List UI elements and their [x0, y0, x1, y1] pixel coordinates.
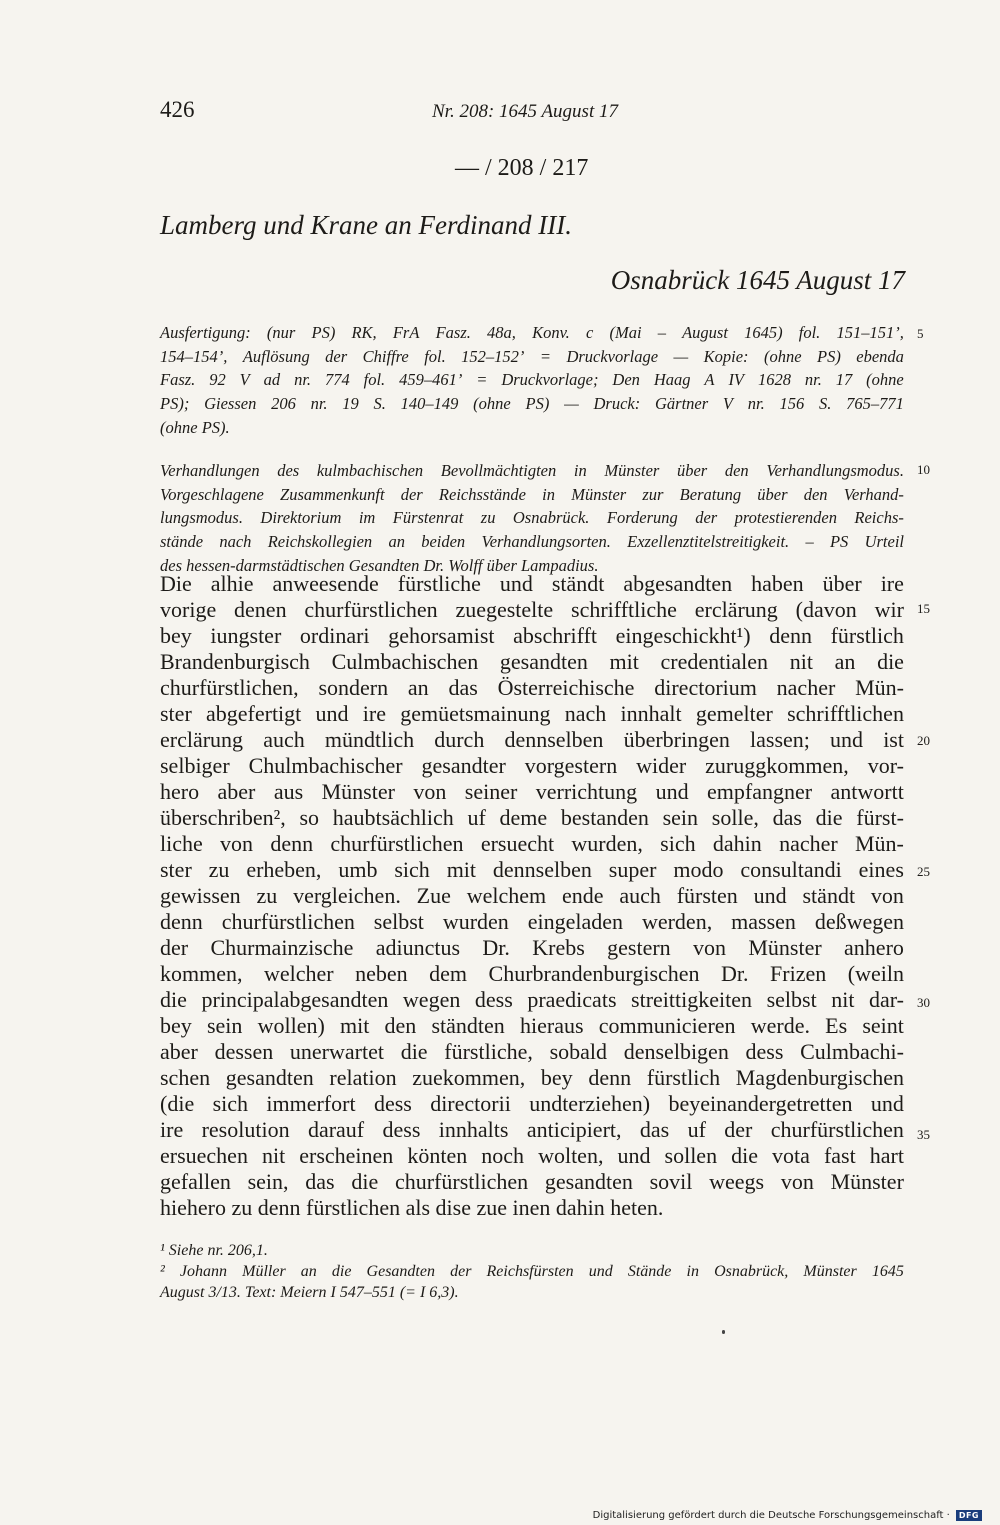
ink-speck — [722, 1330, 725, 1334]
digitization-footer — [593, 1509, 982, 1521]
body-line: bey sein wollen) mit den ständten hieraus communicieren werde. Es seint — [160, 1013, 904, 1038]
body-line: gefallen sein, das die churfürstlichen gesandten sovil weegs von Münster — [160, 1169, 904, 1194]
body-line: vorige denen churfürstlichen zuegestelte schrifftliche erclärung (davon wir — [160, 597, 904, 622]
body-line: ersuechen nit erscheinen könten noch wolten, und sollen die vota fast hart — [160, 1143, 904, 1168]
body-line: (die sich immerfort dess directorii undterziehen) beyeinandergetretten und — [160, 1091, 904, 1116]
body-line: selbiger Chulmbachischer gesandter vorgestern wider zuruggkommen, vor- — [160, 753, 904, 778]
body-line: ster zu erheben, umb sich mit dennselben super modo consultandi eines — [160, 857, 904, 882]
document-heading: Lamberg und Krane an Ferdinand III. — [160, 210, 572, 240]
line-number: 5 — [917, 326, 924, 341]
line-number: 15 — [917, 601, 930, 616]
body-line: churfürstlichen, sondern an das Österreichische directorium nacher Mün- — [160, 675, 904, 700]
line-number: 20 — [917, 733, 930, 748]
body-line: kommen, welcher neben dem Churbrandenburgischen Dr. Frizen (weiln — [160, 961, 904, 986]
line-number: 10 — [917, 462, 930, 477]
body-line: denn churfürstlichen selbst wurden eingeladen werden, massen deßwegen — [160, 909, 904, 934]
footnote-line: ² Johann Müller an die Gesandten der Reichsfürsten und Stände in Osnabrück, Münster 1645 — [160, 1263, 904, 1280]
line-number: 30 — [917, 995, 930, 1010]
place-date: Osnabrück 1645 August 17 — [610, 265, 905, 295]
body-line: gewissen zu vergleichen. Zue welchem ende auch fürsten und ständt von — [160, 883, 904, 908]
dfg-logo: DFG — [956, 1510, 982, 1521]
summary-line: stände nach Reichskollegien an beiden Verhandlungsorten. Exzellenztitelstreitigkeit. – PS Urteil — [160, 532, 904, 552]
body-text — [160, 571, 904, 1221]
line-number: 25 — [917, 864, 930, 879]
summary-line: Vorgeschlagene Zusammenkunft der Reichsstände in Münster zur Beratung über den Verhand- — [160, 484, 904, 504]
summary-line: lungsmodus. Direktorium im Fürstenrat zu Osnabrück. Forderung der protestierenden Reichs- — [160, 508, 904, 528]
source-note — [160, 321, 904, 439]
body-line: liche von denn churfürstlichen ersuecht wurden, sich dahin nacher Mün- — [160, 831, 904, 856]
body-line: ster abgefertigt und ire gemüetsmainung nach innhalt gemelter schrifftlichen — [160, 701, 904, 726]
footnote-line: August 3/13. Text: Meiern I 547–551 (= I 6,3). — [160, 1284, 459, 1301]
body-line: die principalabgesandten wegen dess praedicats streittigkeiten selbst nit dar- — [160, 987, 904, 1012]
summary-line: Verhandlungen des kulmbachischen Bevollmächtigten in Münster über den Verhandlungsmodus. — [160, 461, 904, 480]
body-line: ire resolution darauf dess innhalts anticipiert, das uf der churfürstlichen — [160, 1117, 904, 1142]
summary-line: des hessen-darmstädtischen Gesandten Dr. Wolff über Lampadius. — [160, 555, 599, 575]
body-line: der Churmainzische adiunctus Dr. Krebs gestern von Münster anhero — [160, 935, 904, 960]
body-line: hiehero zu denn fürstlichen als dise zue inen dahin heten. — [160, 1195, 664, 1220]
document-number: — / 208 / 217 — [455, 155, 589, 181]
source-line: PS); Giessen 206 nr. 19 S. 140–149 (ohne PS) — Druck: Gärtner V nr. 156 S. 765–771 — [160, 394, 904, 414]
source-line: 154–154’, Auflösung der Chiffre fol. 152–152’ = Druckvorlage — Kopie: (ohne PS) ebenda — [160, 346, 904, 366]
body-line: überschriben², so haubtsächlich uf deme bestanden sein solle, das die fürst- — [160, 805, 904, 830]
running-title: Nr. 208: 1645 August 17 — [432, 101, 618, 122]
body-line: schen gesandten relation zuekommen, bey denn fürstlich Magdenburgischen — [160, 1065, 904, 1090]
source-line: (ohne PS). — [160, 417, 230, 437]
line-number: 35 — [917, 1127, 930, 1142]
body-line: hero aber aus Münster von seiner verrichtung und empfangner antwortt — [160, 779, 904, 804]
body-line: aber dessen unerwartet die fürstliche, sobald denselbigen dess Culmbachi- — [160, 1039, 904, 1064]
page-number: 426 — [160, 97, 195, 122]
source-line: Fasz. 92 V ad nr. 774 fol. 459–461’ = Druckvorlage; Den Haag A IV 1628 nr. 17 (ohne — [160, 370, 904, 390]
footer-text: Digitalisierung gefördert durch die Deutsche Forschungsgemeinschaft · — [592, 1509, 950, 1521]
body-line: bey iungster ordinari gehorsamist abschrifft eingeschickht¹) denn fürstlich — [160, 623, 904, 648]
source-line: Ausfertigung: (nur PS) RK, FrA Fasz. 48a, Konv. c (Mai – August 1645) fol. 151–151’, — [160, 323, 904, 342]
footnotes — [160, 1240, 904, 1303]
body-line: Die alhie anweesende fürstliche und ständt abgesandten haben über ire — [160, 571, 904, 596]
summary-regest — [160, 459, 904, 577]
body-line: erclärung auch mündtlich durch dennselben überbringen lassen; und ist — [160, 727, 904, 752]
footnote-line: ¹ Siehe nr. 206,1. — [160, 1242, 268, 1259]
body-line: Brandenburgisch Culmbachischen gesandten mit credentialen nit an die — [160, 649, 904, 674]
